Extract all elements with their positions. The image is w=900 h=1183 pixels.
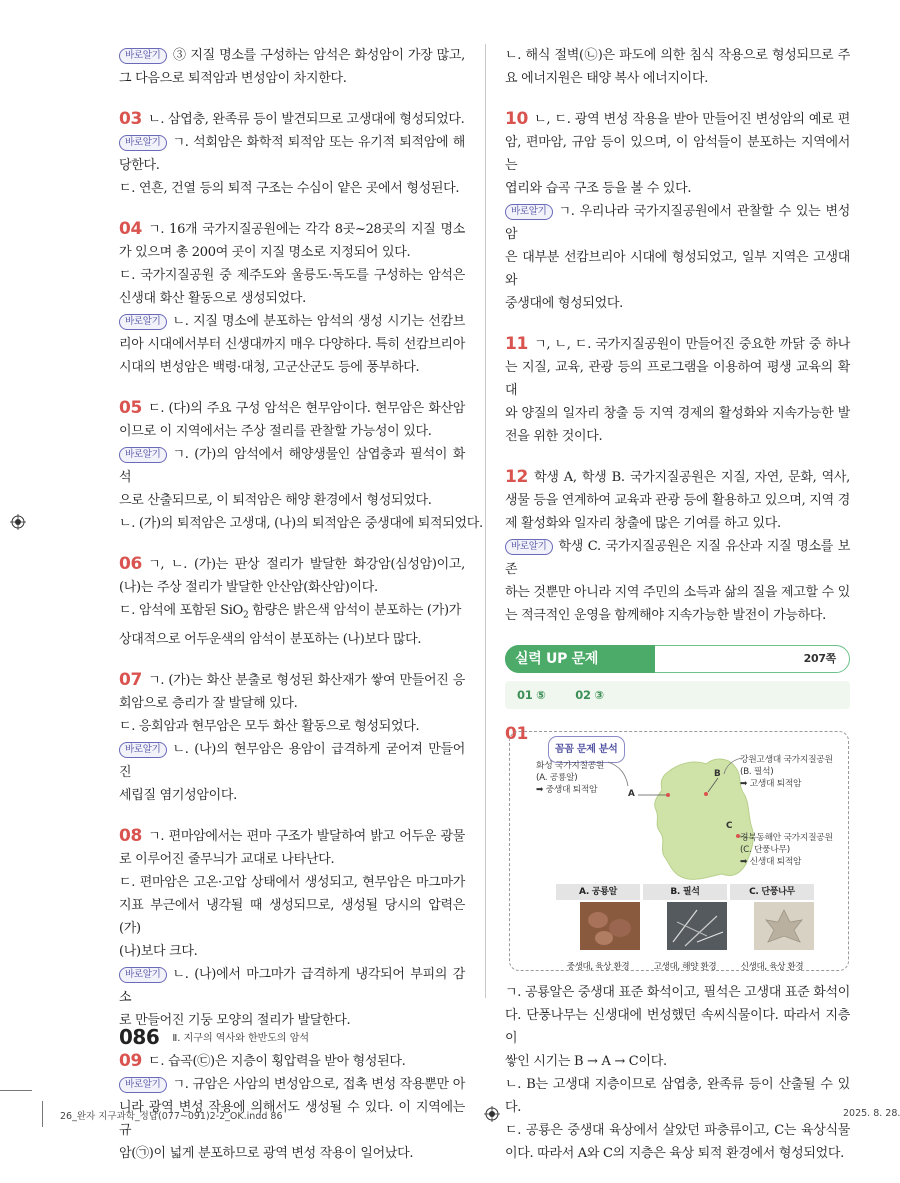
answer-key-02: 02 ③ <box>575 688 604 702</box>
marker-a: A <box>628 789 635 799</box>
correction-badge: 바로알기 <box>119 967 167 983</box>
marker-dot-b <box>704 792 708 796</box>
correction-badge: 바로알기 <box>119 1077 167 1093</box>
marker-b: B <box>714 769 721 779</box>
crop-mark <box>42 1101 43 1127</box>
correction-badge: 바로알기 <box>119 314 167 330</box>
question-number: 06 <box>119 554 143 574</box>
answer-09-continued: ㄴ. 해식 절벽(㉡)은 파도에 의한 침식 작용으로 형성되므로 주 요 에너지원은 태양 복사 에너지이다. <box>505 48 850 86</box>
print-file-info: 26_완자 지구과학_정답(077~091)2-2_OK.indd 86 <box>60 1111 283 1122</box>
section-page-ref: 207쪽 <box>803 652 836 665</box>
answer-05: 05 ㄷ. (다)의 주요 구성 암석은 현무암이다. 현무암은 화산암 이므로 이 지역에서는 주상 절리를 관찰할 가능성이 있다. 바로알기 ㄱ. (가)의 암석에서 해양생물인 삼엽충과 필석이 화석 으로 산출되므로, 이 퇴적암은 해양 환경에서 형성되었다. ㄴ. (가)의 퇴적암은 고생대, (나)의 퇴적암은 중생대에 퇴적되었다. <box>119 398 483 531</box>
marker-c: C <box>726 821 733 831</box>
answer-key-bar <box>505 681 850 709</box>
question-number: 12 <box>505 467 529 487</box>
location-c-label: 경북동해안 국가지질공원 (C. 단풍나무) ➡ 신생대 퇴적암 <box>740 833 833 867</box>
answer-07: 07 ㄱ. (가)는 화산 분출로 형성된 화산재가 쌓여 만들어진 응 회암으로 층리가 잘 발달해 있다. ㄷ. 응회암과 현무암은 모두 화산 활동으로 형성되었다. 바로알기 ㄴ. (나)의 현무암은 용암이 급격하게 굳어져 만들어진 세립질 염기성암이다. <box>119 669 465 803</box>
correction-badge: 바로알기 <box>119 135 167 151</box>
correction-badge: 바로알기 <box>505 539 553 555</box>
analysis-box <box>509 731 849 971</box>
intro-block: 바로알기 ③ 지질 명소를 구성하는 암석은 화성암이 가장 많고, 그 다음으로 퇴적암과 변성암이 차지한다. <box>119 48 465 86</box>
korea-peninsula-shape <box>655 759 754 879</box>
graptolite-photo <box>655 902 739 950</box>
fossil-header-b: B. 필석 <box>643 884 727 900</box>
skill-up-section-header <box>505 645 850 717</box>
answer-06: 06 ㄱ, ㄴ. (가)는 판상 절리가 발달한 화강암(심성암)이고, (나)는 주상 절리가 발달한 안산암(화산암)이다. ㄷ. 암석에 포함된 SiO$_2$ 함량은 밝은색 암석이 분포하는 (가)가 상대적으로 어두운색의 암석이 분포하는 (나)보다 많다. <box>119 554 465 647</box>
answer-12: 12 학생 A, 학생 B. 국가지질공원은 지질, 자연, 문화, 역사, 생물 등을 연계하여 교육과 관광 등에 활용하고 있으며, 지역 경 제 활성화와 일자리 창출에 많은 기여를 하고 있다. 바로알기 학생 C. 국가지질공원은 지질 유산과 지질 명소를 보존 하는 것뿐만 아니라 지역 주민의 소득과 삶의 질을 제고할 수 있 는 적극적인 운영을 함께해야 지속가능한 발전이 가능하다. <box>505 467 850 623</box>
correction-badge: 바로알기 <box>119 742 167 758</box>
question-number: 04 <box>119 219 143 239</box>
right-column <box>505 44 850 1183</box>
answer-04: 04 ㄱ. 16개 국가지질공원에는 각각 8곳~28곳의 지질 명소 가 있으며 총 200여 곳이 지질 명소로 지정되어 있다. ㄷ. 국가지질공원 중 제주도와 울릉도·독도를 구성하는 암석은 신생대 화산 활동으로 생성되었다. 바로알기 ㄴ. 지질 명소에 분포하는 암석의 생성 시기는 선캄브 리아 시대에서부터 신생대까지 매우 다양하다. 특히 선캄브리아 시대의 변성암은 백령·대청, 고군산군도 등에 풍부하다. <box>119 219 465 375</box>
location-a-label: 화성 국가지질공원 (A. 공룡알) ➡ 중생대 퇴적암 <box>536 761 605 795</box>
question-number: 05 <box>119 398 143 418</box>
analysis-label: 꼼꼼 문제 분석 <box>548 736 625 763</box>
page-folio <box>119 1025 309 1049</box>
dinosaur-egg-photo <box>568 902 652 950</box>
analysis-explanation: ㄱ. 공룡알은 중생대 표준 화석이고, 필석은 고생대 표준 화석이 다. 단풍나무는 신생대에 번성했던 속씨식물이다. 따라서 지층이 쌓인 시기는 B → A → C이다. ㄴ. B는 고생대 지층이므로 삼엽충, 완족류 등이 산출될 수 있다. ㄷ. 공룡은 중생대 육상에서 살았던 파충류이고, C는 육상식물 이다. 따라서 A와 C의 지층은 육상 퇴적 환경에서 형성되었다. <box>505 985 850 1161</box>
fossil-env-a: 중생대, 육상 환경 <box>566 962 630 972</box>
answer-08: 08 ㄱ. 편마암에서는 편마 구조가 발달하여 밝고 어두운 광물 로 이루어진 줄무늬가 교대로 나타난다. ㄷ. 편마암은 고온·고압 상태에서 생성되고, 현무암은 마그마가 지표 부근에서 냉각될 때 생성되므로, 생성될 당시의 압력은 (가) (나)보다 크다. 바로알기 ㄴ. (나)에서 마그마가 급격하게 냉각되어 부피의 감소 로 만들어진 기둥 모양의 절리가 발달한다. <box>119 825 465 1028</box>
question-number: 07 <box>119 669 143 690</box>
answer-10: 10 ㄴ, ㄷ. 광역 변성 작용을 받아 만들어진 변성암의 예로 편 암, 편마암, 규암 등이 있으며, 이 암석들이 분포하는 지역에서는 엽리와 습곡 구조 등을 볼 수 있다. 바로알기 ㄱ. 우리나라 국가지질공원에서 관찰할 수 있는 변성암 은 대부분 선캄브리아 시대에 형성되었고, 일부 지역은 고생대와 중생대에 형성되었다. <box>505 109 850 311</box>
problem-analysis-figure <box>505 717 850 973</box>
crop-mark <box>0 1090 32 1091</box>
section-title: 실력 UP 문제 <box>505 645 655 673</box>
answer-03: 03 ㄴ. 삼엽충, 완족류 등이 발견되므로 고생대에 형성되었다. 바로알기 ㄱ. 석회암은 화학적 퇴적암 또는 유기적 퇴적암에 해 당한다. ㄷ. 연흔, 건열 등의 퇴적 구조는 수심이 얕은 곳에서 형성된다. <box>119 109 465 196</box>
question-number: 08 <box>119 825 143 846</box>
print-date: 2025. 8. 28. <box>843 1108 900 1119</box>
fossil-env-c: 신생대, 육상 환경 <box>740 962 804 972</box>
marker-dot-a <box>666 793 670 797</box>
column-divider <box>485 44 486 998</box>
question-number: 01 <box>505 724 529 744</box>
left-column <box>119 44 483 1183</box>
question-number: 09 <box>119 1050 143 1071</box>
question-number: 03 <box>119 109 143 129</box>
fossil-env-b: 고생대, 해양 환경 <box>653 962 717 972</box>
location-b-label: 강원고생대 국가지질공원 (B. 필석) ➡ 고생대 퇴적암 <box>740 755 833 789</box>
maple-leaf-fossil-photo <box>742 902 826 950</box>
question-number: 11 <box>505 334 529 354</box>
question-number: 10 <box>505 109 529 129</box>
answer-09: 09 ㄷ. 습곡(㉢)은 지층이 횡압력을 받아 형성된다. 바로알기 ㄱ. 규암은 사암의 변성암으로, 접촉 변성 작용뿐만 아 니라 광역 변성 작용에 의해서도 생성될 수 있다. 이 지역에는 규 암(㉠)이 넓게 분포하므로 광역 변성 작용이 일어났다. <box>119 1050 465 1161</box>
answer-11: 11 ㄱ, ㄴ, ㄷ. 국가지질공원이 만들어진 중요한 까닭 중 하나 는 지질, 교육, 관광 등의 프로그램을 이용하여 평생 교육의 확대 와 양질의 일자리 창출 등 지역 경제의 활성화와 지속가능한 발 전을 위한 것이다. <box>505 334 850 444</box>
fossil-header-a: A. 공룡알 <box>556 884 640 900</box>
registration-mark-icon <box>10 514 26 530</box>
chapter-title: Ⅱ. 지구의 역사와 한반도의 암석 <box>172 1033 310 1044</box>
correction-badge: 바로알기 <box>119 447 167 463</box>
callout-arrow-a <box>608 762 628 786</box>
correction-badge: 바로알기 <box>505 204 553 220</box>
answer-key-01: 01 ⑤ <box>517 688 546 702</box>
correction-badge: 바로알기 <box>119 48 167 64</box>
fossil-header-c: C. 단풍나무 <box>730 884 814 900</box>
page-number: 086 <box>119 1025 160 1049</box>
registration-mark-icon <box>484 1106 500 1122</box>
